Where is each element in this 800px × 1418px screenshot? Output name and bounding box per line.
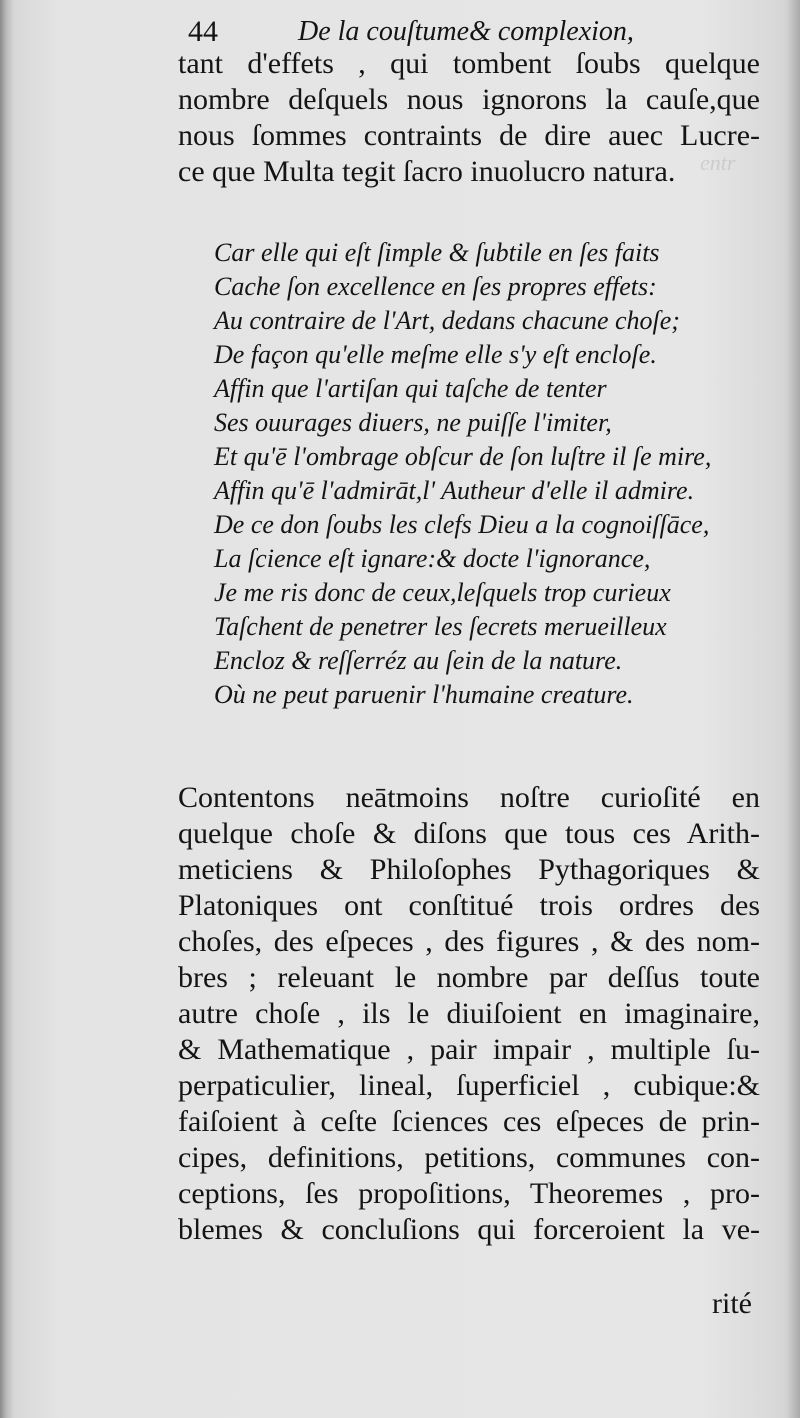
verse-line: De façon qu'elle meſme elle s'y eſt encloſe. xyxy=(214,340,657,369)
verse-line: Ses ouurages diuers, ne puiſſe l'imiter, xyxy=(214,408,612,437)
text-line: ceptions, ſes propoſitions, Theoremes , pro- xyxy=(178,1177,760,1210)
text-line: autre choſe , ils le diuiſoient en imaginaire, xyxy=(178,997,760,1030)
text-line: blemes & concluſions qui forceroient la ve- xyxy=(178,1213,760,1246)
verse-line: Car elle qui eſt ſimple & ſubtile en ſes faits xyxy=(214,238,660,267)
text-line: cipes, definitions, petitions, communes con- xyxy=(178,1141,760,1174)
verse-line: Affin qu'ē l'admirāt,l' Autheur d'elle il admire. xyxy=(214,476,695,505)
text-line: meticiens & Philoſophes Pythagoriques & xyxy=(178,853,760,886)
verse-line: Au contraire de l'Art, dedans chacune choſe; xyxy=(214,306,680,335)
paragraph-main xyxy=(178,780,760,1248)
verse-line: De ce don ſoubs les clefs Dieu a la cognoiſſāce, xyxy=(214,510,710,539)
text-line: ce que Multa tegit ſacro inuolucro natura. xyxy=(178,155,676,188)
text-line: & Mathematique , pair impair , multiple ſu- xyxy=(178,1033,760,1066)
verse-line: Encloz & reſſerréz au ſein de la nature. xyxy=(214,646,623,675)
verse-line: La ſcience eſt ignare:& docte l'ignorance, xyxy=(214,544,651,573)
text-line: Platoniques ont conſtitué trois ordres des xyxy=(178,889,760,922)
page-edge-shadow xyxy=(786,0,800,1418)
text-line: choſes, des eſpeces , des figures , & des nom- xyxy=(178,925,760,958)
verse-line: Cache ſon excellence en ſes propres effets: xyxy=(214,272,657,301)
running-title: De la couſtume& complexion, xyxy=(298,16,634,47)
verse-block xyxy=(214,236,764,712)
text-line: faiſoient à ceſte ſciences ces eſpeces de prin- xyxy=(178,1105,760,1138)
text-line: Contentons neātmoins noſtre curioſité en xyxy=(178,781,760,814)
show-through-text: entr xyxy=(700,150,736,175)
text-line: nous ſommes contraints de dire auec Lucre- xyxy=(178,119,760,152)
verse-line: Taſchent de penetrer les ſecrets merueilleux xyxy=(214,612,667,641)
text-line: quelque choſe & diſons que tous ces Arith- xyxy=(178,817,760,850)
verse-line: Affin que l'artiſan qui taſche de tenter xyxy=(214,374,607,403)
verse-line: Où ne peut paruenir l'humaine creature. xyxy=(214,680,634,709)
text-line: bres ; releuant le nombre par deſſus toute xyxy=(178,961,760,994)
text-line: nombre deſquels nous ignorons la cauſe,que xyxy=(178,83,760,116)
page-number: 44 xyxy=(188,15,218,48)
text-line: tant d'effets , qui tombent ſoubs quelque xyxy=(178,47,760,80)
verse-line: Et qu'ē l'ombrage obſcur de ſon luſtre il ſe mire, xyxy=(214,442,712,471)
text-line: perpaticulier, lineal, ſuperficiel , cubique:& xyxy=(178,1069,760,1102)
catchword: rité xyxy=(712,1287,752,1320)
verse-line: Je me ris donc de ceux,leſquels trop curieux xyxy=(214,578,671,607)
show-through-text xyxy=(120,198,126,224)
paragraph-opening xyxy=(178,46,760,190)
